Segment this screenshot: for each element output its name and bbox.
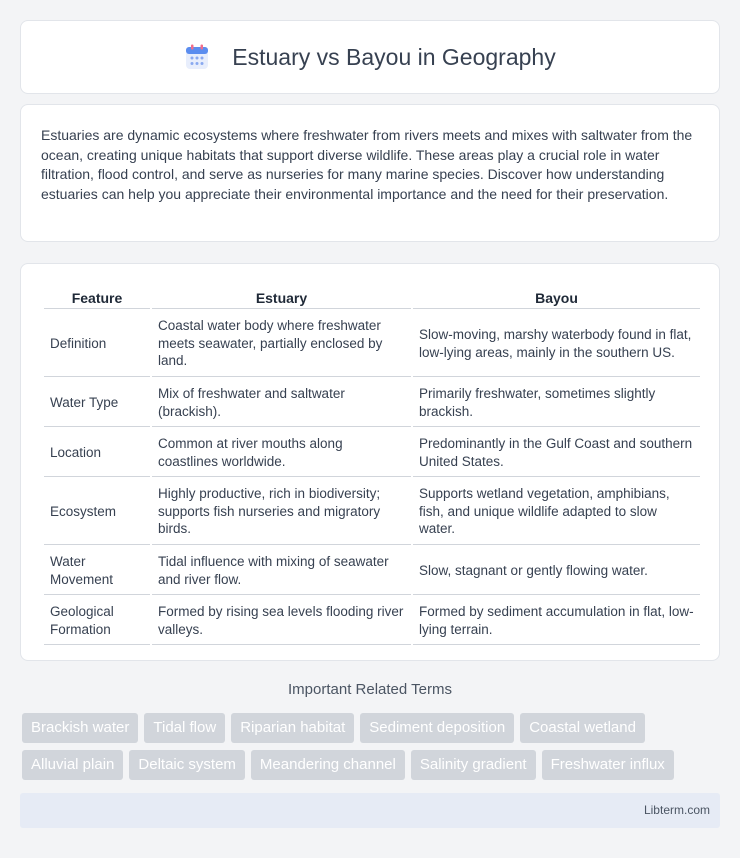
row-estuary: Highly productive, rich in biodiversity; supports fish nurseries and migratory birds.	[152, 479, 411, 545]
row-estuary: Mix of freshwater and saltwater (brackish).	[152, 379, 411, 427]
header-estuary: Estuary	[152, 287, 411, 309]
row-estuary: Formed by rising sea levels flooding river valleys.	[152, 597, 411, 645]
header-bayou: Bayou	[413, 287, 700, 309]
row-feature: Location	[44, 429, 150, 477]
related-term-tag[interactable]: Meandering channel	[251, 750, 405, 780]
table-row	[44, 429, 700, 477]
intro-text: Estuaries are dynamic ecosystems where freshwater from rivers meets and mixes with saltwater from the ocean, creating unique habitats that support diverse wildlife. These areas play a crucial role in water filtration, flood control, and serve as nurseries for many marine species. Discover how understanding estuaries can help you appreciate their environmental importance and the need for their preservation.	[41, 127, 693, 202]
row-bayou: Slow, stagnant or gently flowing water.	[413, 547, 700, 595]
intro-card	[20, 104, 720, 242]
related-term-tag[interactable]: Riparian habitat	[231, 713, 354, 743]
row-bayou: Slow-moving, marshy waterbody found in flat, low-lying areas, mainly in the southern US.	[413, 311, 700, 377]
row-bayou: Supports wetland vegetation, amphibians, fish, and unique wildlife adapted to slow water.	[413, 479, 700, 545]
related-term-tag[interactable]: Freshwater influx	[542, 750, 674, 780]
row-feature: Water Type	[44, 379, 150, 427]
table-row	[44, 597, 700, 645]
table-row	[44, 311, 700, 377]
comparison-table	[42, 285, 702, 647]
related-term-tag[interactable]: Deltaic system	[129, 750, 245, 780]
related-term-tag[interactable]: Brackish water	[22, 713, 138, 743]
table-row	[44, 479, 700, 545]
header-feature: Feature	[44, 287, 150, 309]
footer-brand-link[interactable]: Libterm.com	[643, 803, 710, 817]
row-bayou: Primarily freshwater, sometimes slightly brackish.	[413, 379, 700, 427]
related-terms-title: Important Related Terms	[288, 681, 452, 698]
table-row	[44, 547, 700, 595]
row-estuary: Coastal water body where freshwater meets seawater, partially enclosed by land.	[152, 311, 411, 377]
related-term-tag[interactable]: Salinity gradient	[411, 750, 536, 780]
row-feature: Ecosystem	[44, 479, 150, 545]
footer	[20, 793, 720, 828]
related-term-tag[interactable]: Coastal wetland	[520, 713, 645, 743]
related-terms-list	[22, 713, 722, 780]
row-bayou: Formed by sediment accumulation in flat, low-lying terrain.	[413, 597, 700, 645]
comparison-table-card	[20, 263, 720, 661]
row-estuary: Tidal influence with mixing of seawater and river flow.	[152, 547, 411, 595]
row-bayou: Predominantly in the Gulf Coast and southern United States.	[413, 429, 700, 477]
calendar-grid-icon	[184, 44, 210, 70]
related-term-tag[interactable]: Sediment deposition	[360, 713, 514, 743]
title-card	[20, 20, 720, 94]
related-term-tag[interactable]: Alluvial plain	[22, 750, 123, 780]
row-feature: Definition	[44, 311, 150, 377]
row-feature: Geological Formation	[44, 597, 150, 645]
row-feature: Water Movement	[44, 547, 150, 595]
row-estuary: Common at river mouths along coastlines worldwide.	[152, 429, 411, 477]
related-term-tag[interactable]: Tidal flow	[144, 713, 225, 743]
page-title: Estuary vs Bayou in Geography	[232, 43, 556, 70]
table-row	[44, 379, 700, 427]
table-header-row	[44, 287, 700, 309]
